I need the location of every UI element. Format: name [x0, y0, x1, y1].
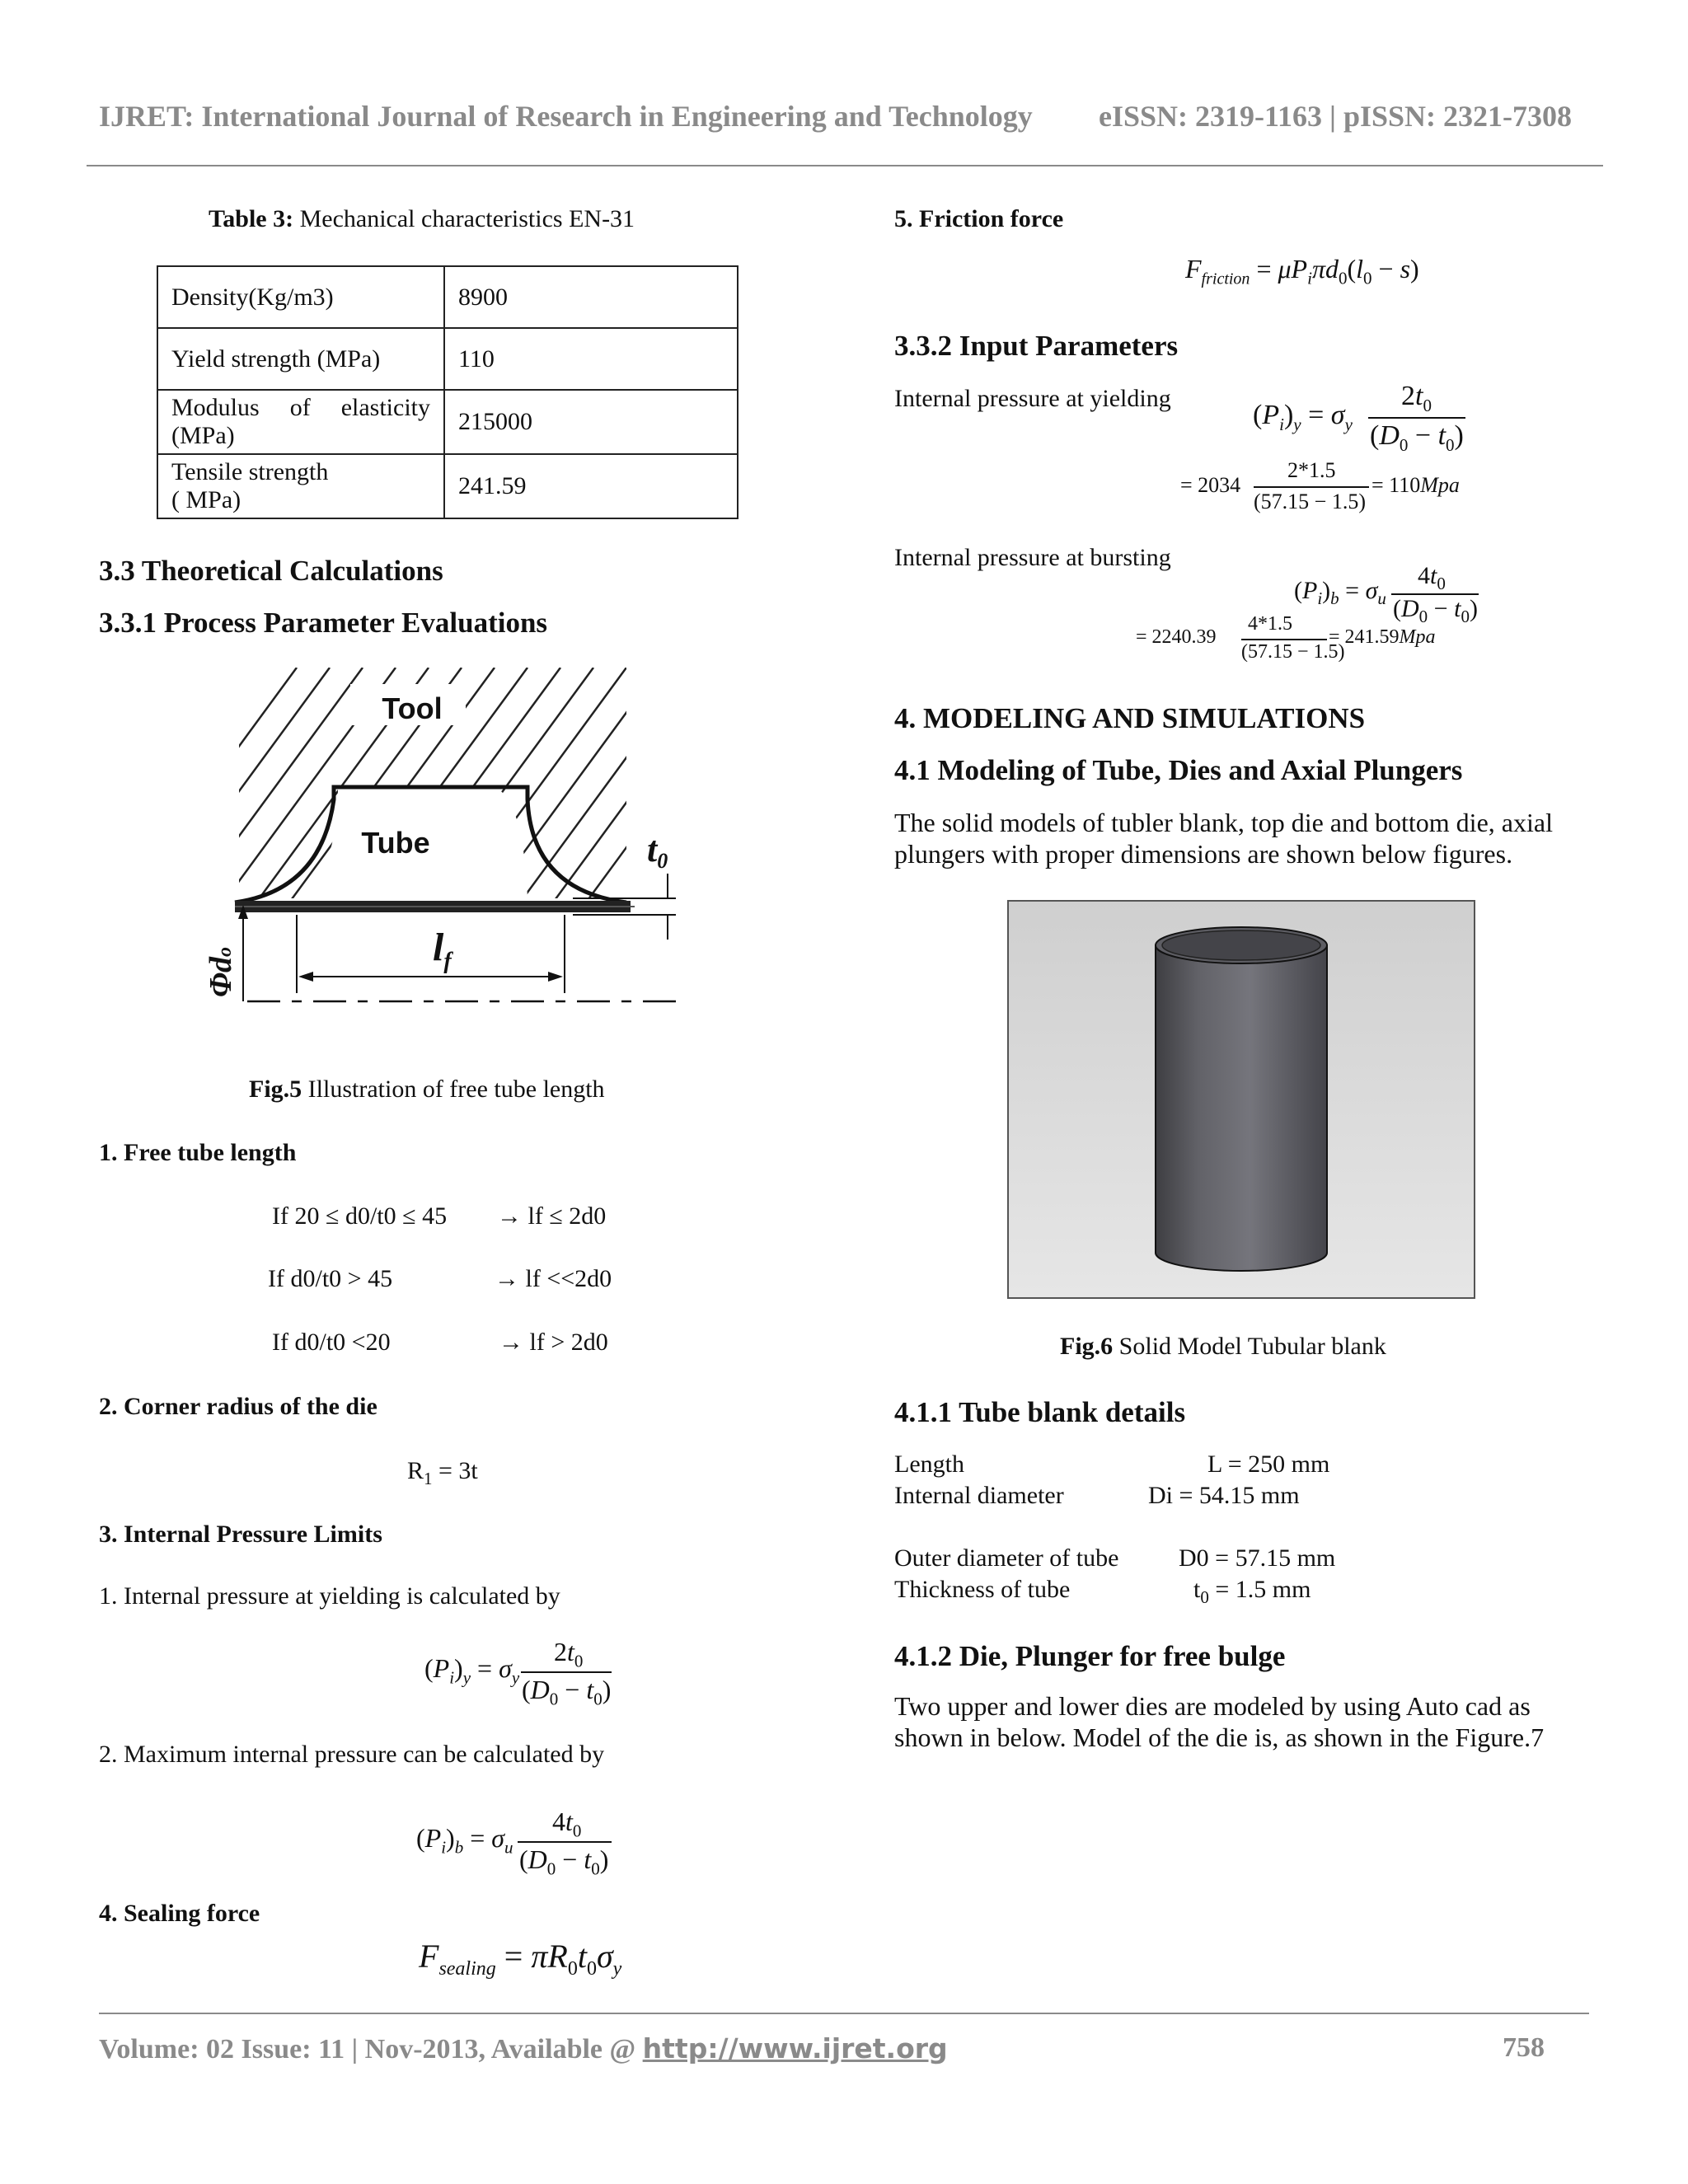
condition-1: If 20 ≤ d0/t0 ≤ 45 — [272, 1202, 448, 1230]
issn: eISSN: 2319-1163 | pISSN: 2321-7308 — [1099, 100, 1572, 133]
detail-length-name: Length — [894, 1451, 964, 1478]
result-2: → lf <<2d0 — [495, 1265, 612, 1292]
detail-internal-name: Internal diameter — [894, 1482, 1064, 1509]
section-3-3-1-heading: 3.3.1 Process Parameter Evaluations — [99, 607, 548, 639]
sealing-force-heading: 4. Sealing force — [99, 1900, 260, 1927]
section-4-1-2-paragraph-line2: shown in below. Model of the die is, as shown in the Figure.7 — [894, 1722, 1545, 1752]
section-4-1-1-heading: 4.1.1 Tube blank details — [894, 1396, 1186, 1428]
fraction-bar — [1368, 417, 1465, 419]
friction-force-heading: 5. Friction force — [894, 205, 1064, 232]
burst-formula-num: $4t_0$ — [552, 1807, 582, 1841]
result-1: → lf ≤ 2d0 — [497, 1202, 607, 1230]
yield-right-den: $(D_0 - t_0)$ — [1370, 420, 1464, 455]
section-4-1-2-paragraph-line1: Two upper and lower dies are modeled by using Auto cad as — [894, 1691, 1531, 1721]
detail-outer-value: D0 = 57.15 mm — [1179, 1544, 1336, 1572]
section-3-3-2-heading: 3.3.2 Input Parameters — [894, 330, 1179, 362]
yield-label: Internal pressure at yielding — [894, 385, 1171, 412]
tube-label: Tube — [361, 826, 430, 860]
yield-calc-coef: = 2034 — [1180, 473, 1241, 497]
table-cell: Yield strength (MPa) — [157, 328, 444, 390]
table-cell: Modulus of elasticity (MPa) — [157, 390, 444, 454]
yield-calc-den: (57.15 − 1.5) — [1254, 490, 1366, 513]
sealing-force-formula: $F_{sealing} = \pi R_0t_0\sigma_y$ — [419, 1938, 622, 1980]
detail-outer-name: Outer diameter of tube — [894, 1544, 1119, 1572]
footer-volume: Volume: 02 Issue: 11 | Nov-2013, Available @ http://www.ijret.org — [99, 2032, 948, 2064]
tubular-blank-model — [1007, 900, 1475, 1299]
section-3-3-heading: 3.3 Theoretical Calculations — [99, 555, 443, 587]
fraction-bar — [521, 1671, 612, 1673]
t0-label: t0 — [647, 829, 668, 873]
condition-3: If d0/t0 <20 — [272, 1329, 391, 1356]
detail-length-value: L = 250 mm — [1207, 1451, 1330, 1478]
pressure-limits-heading: 3. Internal Pressure Limits — [99, 1521, 382, 1548]
burst-label: Internal pressure at bursting — [894, 544, 1171, 571]
section-4-heading: 4. MODELING AND SIMULATIONS — [894, 702, 1366, 734]
yield-formula-den: $(D_0 - t_0)$ — [522, 1675, 612, 1709]
corner-radius-heading: 2. Corner radius of the die — [99, 1393, 377, 1420]
burst-calc-result: = 241.59Mpa — [1329, 626, 1436, 648]
burst-pressure-formula: $(P_i)_b = \sigma_u$ — [416, 1823, 513, 1858]
friction-force-formula: $F_{friction} = \mu P_i\pi d_0(l_0 - s)$ — [1185, 254, 1419, 288]
detail-thickness-value: $t_0 = 1.5$ mm — [1193, 1576, 1311, 1607]
yield-formula-num: $2t_0$ — [554, 1637, 584, 1671]
yield-calc-num: 2*1.5 — [1287, 458, 1336, 482]
burst-right-den: $(D_0 - t_0)$ — [1393, 595, 1478, 626]
burst-calc-coef: = 2240.39 — [1136, 626, 1217, 648]
section-4-1-heading: 4.1 Modeling of Tube, Dies and Axial Plungers — [894, 754, 1463, 786]
section-4-1-2-heading: 4.1.2 Die, Plunger for free bulge — [894, 1640, 1286, 1672]
yield-right-num: $2t_0$ — [1401, 381, 1432, 415]
burst-calc-num: 4*1.5 — [1248, 613, 1292, 635]
table-cell: Tensile strength ( MPa) — [157, 454, 444, 518]
burst-formula-right: $(P_i)_b = \sigma_u$ — [1294, 577, 1386, 608]
free-tube-length-figure — [198, 668, 684, 1055]
table-cell: 215000 — [444, 390, 738, 454]
header-rule — [87, 165, 1603, 166]
table-cell: Density(Kg/m3) — [157, 266, 444, 328]
journal-title: IJRET: International Journal of Research in Engineering and Technology — [99, 100, 1033, 133]
detail-internal-value: Di = 54.15 mm — [1148, 1482, 1300, 1509]
section-4-1-paragraph-line2: plungers with proper dimensions are shown below figures. — [894, 839, 1513, 869]
fraction-bar — [518, 1841, 612, 1843]
yield-pressure-formula: $(P_i)_y = \sigma_y$ — [424, 1653, 520, 1688]
yield-pressure-text: 1. Internal pressure at yielding is calculated by — [99, 1582, 560, 1610]
fraction-bar — [1254, 486, 1369, 488]
detail-thickness-name: Thickness of tube — [894, 1576, 1071, 1603]
page-number: 758 — [1503, 2032, 1545, 2063]
condition-2: If d0/t0 > 45 — [268, 1265, 393, 1292]
tool-label: Tool — [382, 691, 443, 725]
lf-label: $l_f$ — [433, 926, 452, 974]
fig5-caption: Fig.5 Illustration of free tube length — [249, 1076, 605, 1103]
section-4-1-paragraph-line1: The solid models of tubler blank, top die and bottom die, axial — [894, 808, 1553, 837]
burst-calc-den: (57.15 − 1.5) — [1241, 641, 1345, 663]
fraction-bar — [1241, 639, 1327, 640]
burst-right-num: $4t_0$ — [1418, 562, 1446, 593]
table-cell: 241.59 — [444, 454, 738, 518]
mechanical-table — [157, 265, 738, 519]
yield-formula-right: $(P_i)_y = \sigma_y$ — [1253, 400, 1353, 434]
table3-caption: Table 3: Mechanical characteristics EN-31 — [209, 205, 635, 232]
d0-label: Φdo — [204, 947, 238, 997]
yield-calc-result: = 110Mpa — [1372, 473, 1460, 497]
max-pressure-text: 2. Maximum internal pressure can be calculated by — [99, 1741, 605, 1768]
burst-formula-den: $(D_0 - t_0)$ — [519, 1844, 609, 1879]
journal-link[interactable]: http://www.ijret.org — [642, 2032, 948, 2064]
corner-radius-formula: $R_1 = 3t$ — [407, 1457, 478, 1488]
table-cell: 8900 — [444, 266, 738, 328]
result-3: → lf > 2d0 — [499, 1329, 608, 1356]
free-tube-length-heading: 1. Free tube length — [99, 1139, 297, 1166]
table-cell: 110 — [444, 328, 738, 390]
footer-rule — [99, 2013, 1589, 2014]
fig6-caption: Fig.6 Solid Model Tubular blank — [1060, 1333, 1386, 1360]
